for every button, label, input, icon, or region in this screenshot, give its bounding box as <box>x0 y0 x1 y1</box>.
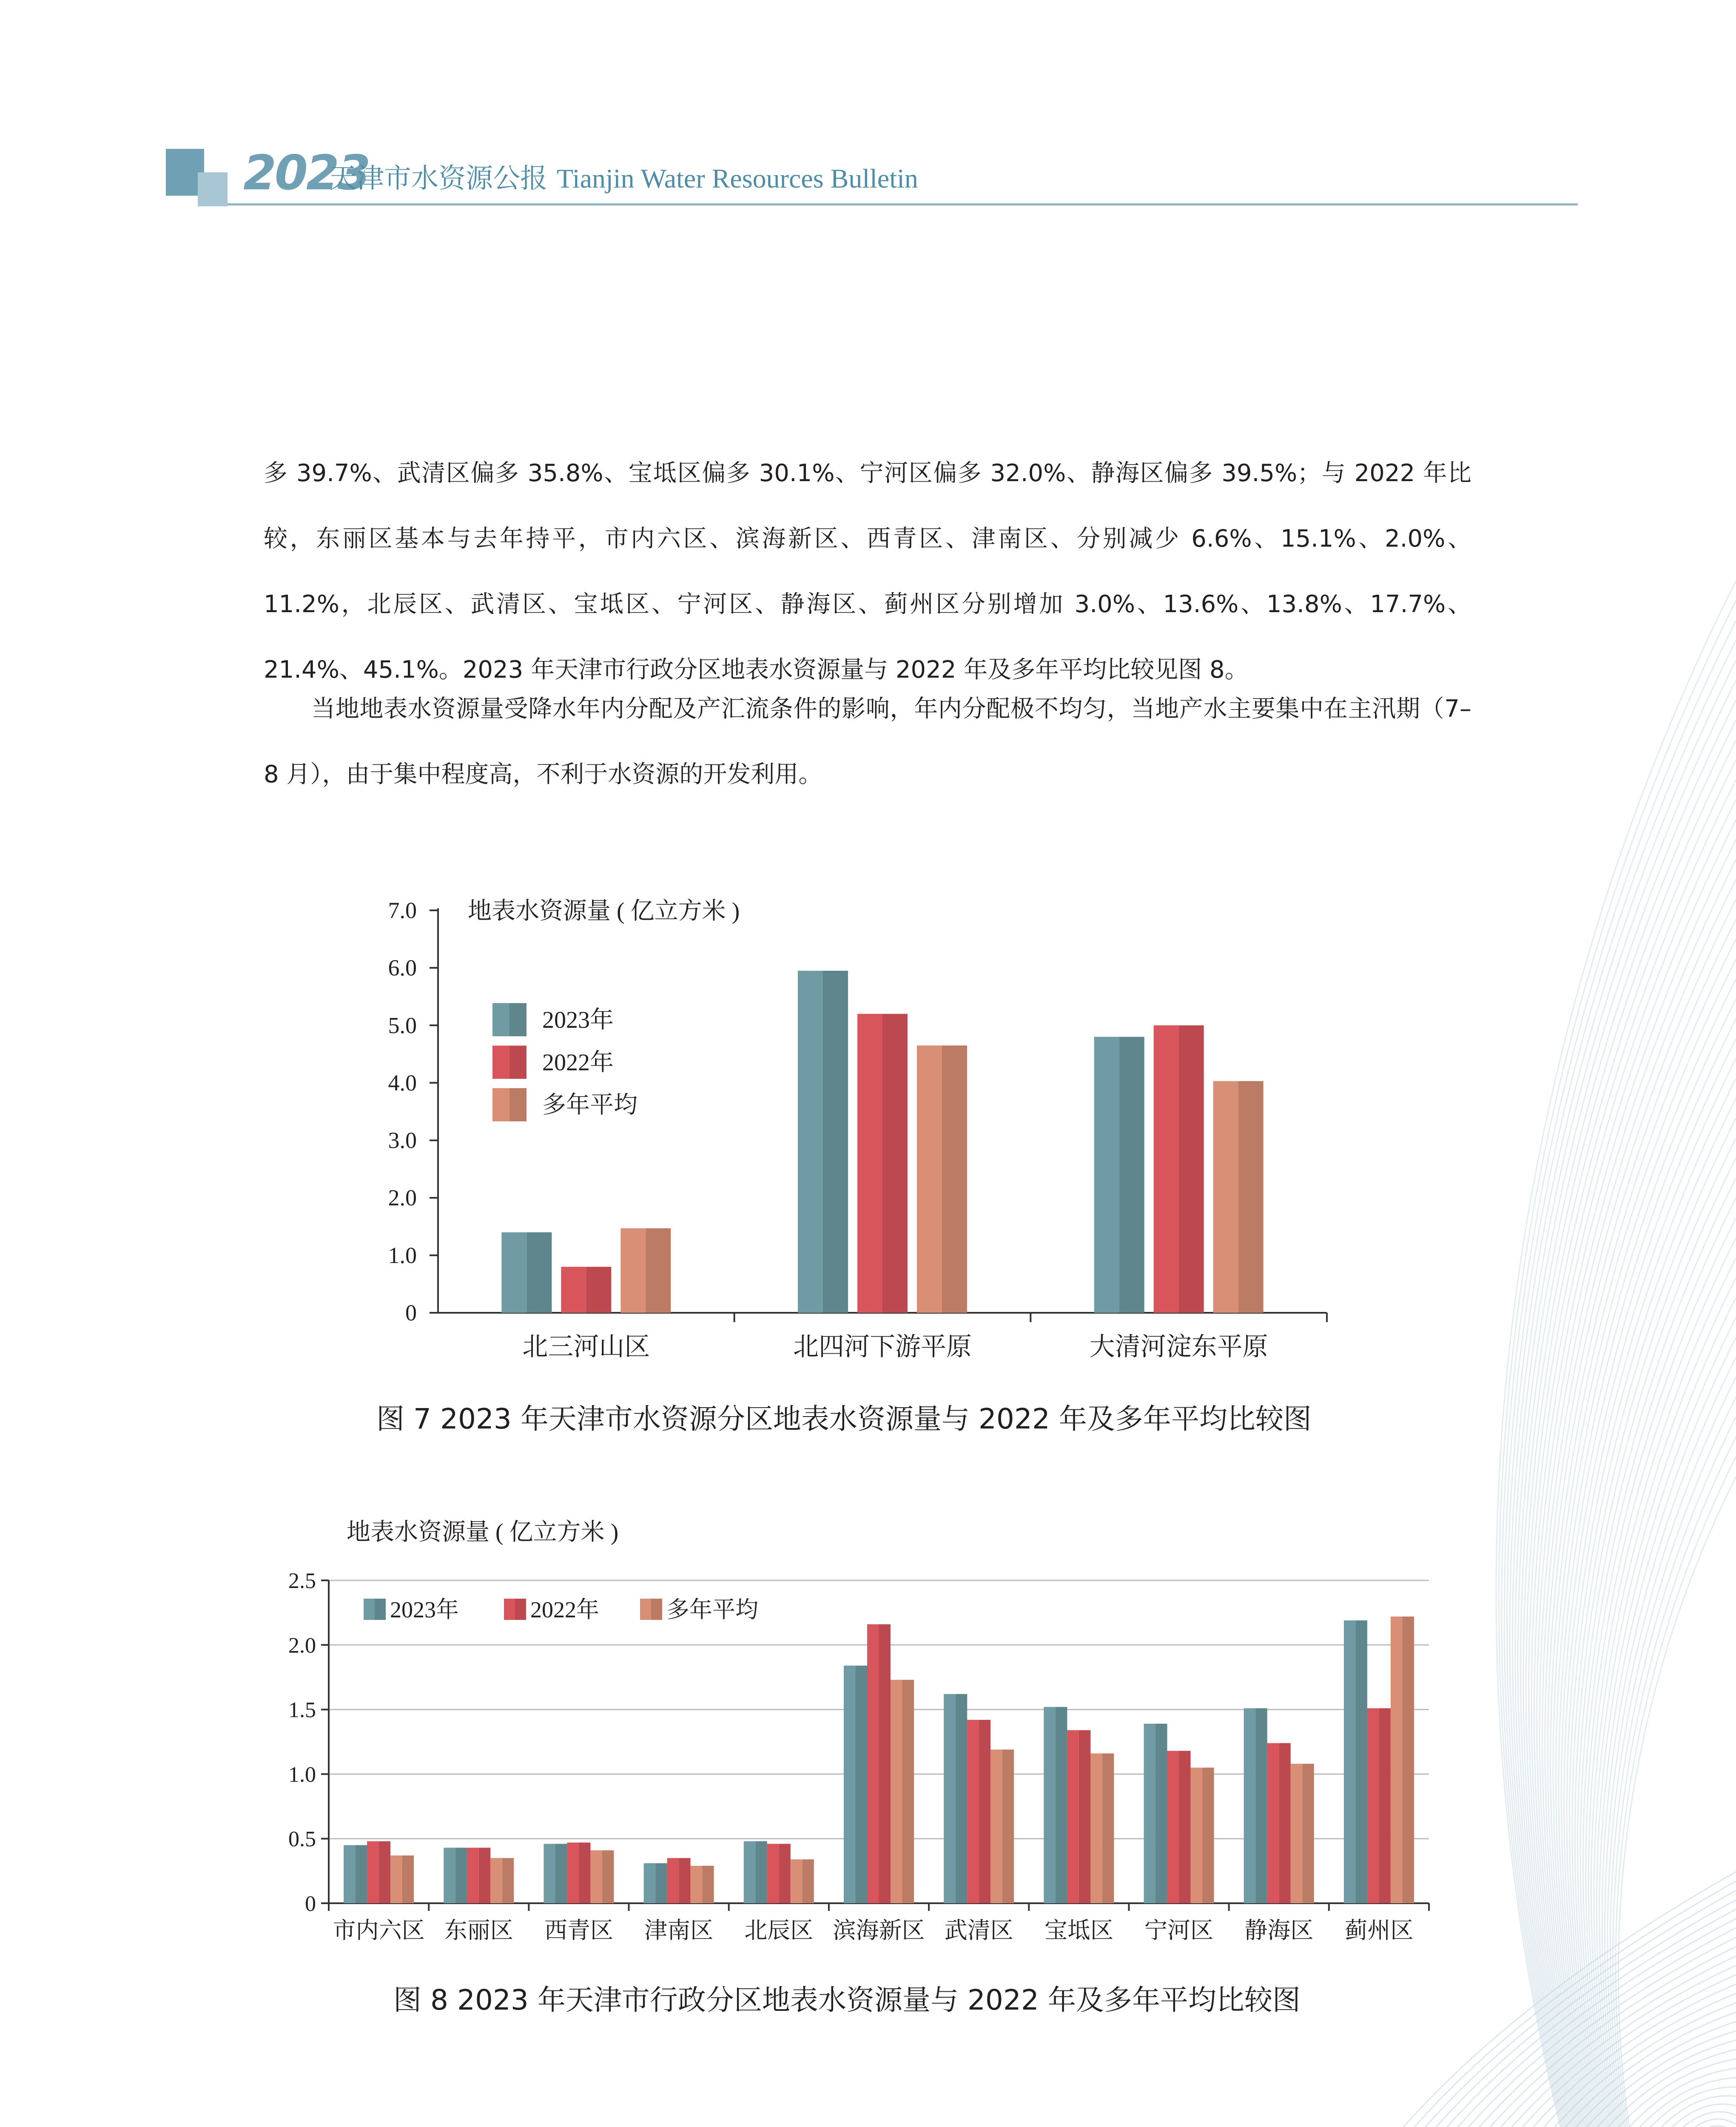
x-tick-label: 蓟州区 <box>1344 1918 1414 1943</box>
chart-bar <box>667 1858 679 1903</box>
header-year: 2023 <box>243 145 369 201</box>
chart-bar <box>504 1599 515 1620</box>
chart-bar <box>1244 1708 1256 1903</box>
y-axis-title: 地表水资源量 ( 亿立方米 ) <box>468 898 740 924</box>
y-tick-label: 2.0 <box>388 1185 417 1211</box>
chart-bar <box>1391 1617 1403 1903</box>
chart-bar <box>467 1848 479 1903</box>
y-tick-label: 0.5 <box>288 1827 316 1852</box>
chart-bar-shade <box>509 1003 526 1036</box>
chart-bar-shade <box>455 1848 467 1903</box>
chart-bar-shade <box>802 1859 814 1903</box>
chart-bar-shade <box>1002 1750 1014 1903</box>
chart-bar-shade <box>879 1624 891 1903</box>
chart-bar <box>857 1014 882 1313</box>
y-tick-label: 3.0 <box>388 1127 417 1153</box>
chart-bar <box>867 1624 879 1903</box>
y-tick-label: 5.0 <box>388 1012 417 1038</box>
chart-bar-shade <box>356 1845 367 1903</box>
chart-bar-shade <box>555 1844 567 1903</box>
chart-bar-shade <box>956 1694 968 1903</box>
chart-bar <box>798 971 823 1313</box>
body-paragraph-2: 当地地表水资源量受降水年内分配及产汇流条件的影响，年内分配极不均匀，当地产水主要集中在主汛期（7–8 月），由于集中程度高，不利于水资源的开发利用。 <box>264 695 1471 788</box>
chart-bar <box>1344 1620 1356 1903</box>
chart-bar-shade <box>1379 1708 1391 1903</box>
chart-bar <box>1191 1768 1203 1903</box>
chart-bar-shade <box>651 1599 662 1620</box>
chart-bar-shade <box>655 1863 667 1903</box>
figure-8-caption: 图 8 2023 年天津市行政分区地表水资源量与 2022 年及多年平均比较图 <box>393 1984 1301 2016</box>
y-tick-label: 6.0 <box>388 955 417 981</box>
chart-bar <box>390 1856 402 1903</box>
chart-bar-shade <box>586 1267 611 1313</box>
y-tick-label: 4.0 <box>388 1070 417 1096</box>
chart-bar <box>620 1228 646 1313</box>
x-tick-label: 滨海新区 <box>833 1918 925 1943</box>
chart-bar-shade <box>1102 1753 1114 1903</box>
x-tick-label: 北辰区 <box>744 1918 814 1943</box>
chart-bar-shade <box>1179 1751 1191 1903</box>
chart-bar <box>492 1003 509 1036</box>
chart-bar-shade <box>902 1680 914 1903</box>
y-tick-label: 7.0 <box>388 898 417 923</box>
chart-bar-shade <box>402 1856 414 1903</box>
chart-bar-shade <box>1302 1764 1314 1903</box>
chart-bar <box>967 1720 979 1903</box>
chart-bar-shade <box>856 1665 868 1903</box>
chart-bar-shade <box>515 1599 526 1620</box>
legend-label: 2022年 <box>542 1049 614 1076</box>
x-tick-label: 宝坻区 <box>1044 1918 1113 1943</box>
y-tick-label: 1.0 <box>288 1762 316 1787</box>
y-tick-label: 2.5 <box>288 1569 316 1593</box>
x-tick-label: 大清河淀东平原 <box>1089 1333 1268 1361</box>
figure-7-caption: 图 7 2023 年天津市水资源分区地表水资源量与 2022 年及多年平均比较图 <box>376 1403 1312 1435</box>
chart-bar-shade <box>755 1841 767 1903</box>
chart-bar-shade <box>1119 1037 1144 1313</box>
chart-bar-shade <box>1202 1768 1214 1903</box>
chart-bar-shade <box>509 1046 526 1079</box>
legend-label: 多年平均 <box>666 1597 758 1622</box>
chart-bar-shade <box>1179 1025 1204 1313</box>
legend-label: 多年平均 <box>542 1092 637 1118</box>
x-tick-label: 宁河区 <box>1144 1918 1214 1943</box>
chart-bar-shade <box>1238 1081 1264 1313</box>
y-tick-label: 0 <box>405 1300 417 1326</box>
chart-bar <box>544 1844 555 1903</box>
chart-bar <box>590 1850 602 1903</box>
chart-bar <box>1154 1025 1179 1313</box>
chart-bar-shade <box>1255 1708 1267 1903</box>
chart-bar-shade <box>1279 1743 1291 1903</box>
body-paragraph-1: 多 39.7%、武清区偏多 35.8%、宝坻区偏多 30.1%、宁河区偏多 32.0%、静海区偏多 39.5%；与 2022 年比较，东丽区基本与去年持平，市内六区、滨海新区、西青区、津南区、分别减少 6.6%、15.1%、2.0%、11.2%，北辰区、武清区、宝坻区、宁河区、静海区、蓟州区分别增加 3.0%、13.6%、13.8%、17.7%、21.4%、45.1%。2023 年天津市行政分区地表水资源量与 2022 年及多年平均比较见图 8。 <box>264 459 1471 684</box>
chart-bar-shade <box>526 1232 552 1313</box>
legend-label: 2023年 <box>542 1007 614 1033</box>
chart-bar <box>767 1844 779 1903</box>
y-axis-title: 地表水资源量 ( 亿立方米 ) <box>347 1519 619 1545</box>
chart-bar <box>1090 1753 1102 1903</box>
y-tick-label: 2.0 <box>288 1633 316 1658</box>
chart-bar-shade <box>1402 1617 1414 1903</box>
y-tick-label: 0 <box>305 1892 316 1916</box>
chart-bar <box>944 1694 956 1903</box>
chart-bar-shade <box>502 1858 514 1903</box>
chart-bar <box>844 1665 856 1903</box>
chart-bar <box>917 1046 942 1313</box>
chart-bar <box>990 1750 1002 1903</box>
x-tick-label: 西青区 <box>544 1918 613 1943</box>
chart-bar <box>1144 1724 1156 1903</box>
chart-bar-shade <box>646 1228 671 1313</box>
chart-bar <box>492 1088 509 1121</box>
header-title-cn: 天津市水资源公报 <box>330 163 547 194</box>
chart-bar <box>791 1859 803 1903</box>
chart-bar-shade <box>979 1720 991 1903</box>
chart-bar-shade <box>602 1850 614 1903</box>
chart-bar <box>640 1599 651 1620</box>
chart-bar <box>561 1267 586 1313</box>
legend-label: 2023年 <box>390 1597 459 1622</box>
chart-figure-8 <box>0 1489 1736 1978</box>
chart-bar <box>501 1232 526 1313</box>
chart-bar <box>367 1841 379 1903</box>
x-tick-label: 市内六区 <box>333 1918 425 1943</box>
y-tick-label: 1.5 <box>288 1698 316 1722</box>
x-tick-label: 武清区 <box>944 1918 1013 1943</box>
chart-bar-shade <box>779 1844 791 1903</box>
legend-label: 2022年 <box>530 1597 599 1622</box>
chart-bar <box>1213 1081 1238 1313</box>
chart-bar-shade <box>479 1848 491 1903</box>
chart-bar <box>344 1845 356 1903</box>
x-tick-label: 静海区 <box>1244 1918 1314 1943</box>
x-tick-label: 北三河山区 <box>522 1333 650 1361</box>
chart-bar <box>891 1680 902 1903</box>
chart-bar-shade <box>1079 1730 1091 1903</box>
chart-bar-shade <box>942 1046 967 1313</box>
chart-bar <box>567 1842 579 1903</box>
chart-bar <box>691 1866 703 1903</box>
chart-bar-shade <box>509 1088 526 1121</box>
chart-bar <box>364 1599 375 1620</box>
chart-bar <box>744 1841 756 1903</box>
chart-bar <box>1067 1730 1079 1903</box>
x-tick-label: 北四河下游平原 <box>793 1333 972 1361</box>
header-subtitle: Tianjin Water Resources Bulletin <box>557 163 918 194</box>
chart-bar-shade <box>679 1858 691 1903</box>
chart-bar <box>1044 1707 1056 1903</box>
chart-bar-shade <box>379 1841 391 1903</box>
chart-bar <box>1367 1708 1379 1903</box>
chart-bar <box>444 1848 455 1903</box>
chart-bar <box>1167 1751 1179 1903</box>
chart-bar-shade <box>1155 1724 1167 1903</box>
chart-bar-shade <box>1056 1707 1067 1903</box>
chart-bar-shade <box>375 1599 386 1620</box>
chart-bar <box>492 1046 509 1079</box>
x-tick-label: 东丽区 <box>444 1918 513 1943</box>
chart-bar-shade <box>1355 1620 1367 1903</box>
chart-bar-shade <box>882 1014 908 1313</box>
chart-bar <box>644 1863 656 1903</box>
chart-bar <box>1267 1743 1279 1903</box>
chart-bar <box>490 1858 502 1903</box>
chart-bar <box>1094 1037 1119 1313</box>
chart-bar <box>1291 1764 1303 1903</box>
chart-bar-shade <box>823 971 848 1313</box>
chart-bar-shade <box>579 1842 591 1903</box>
chart-bar-shade <box>702 1866 714 1903</box>
y-tick-label: 1.0 <box>388 1242 417 1268</box>
x-tick-label: 津南区 <box>644 1918 714 1943</box>
